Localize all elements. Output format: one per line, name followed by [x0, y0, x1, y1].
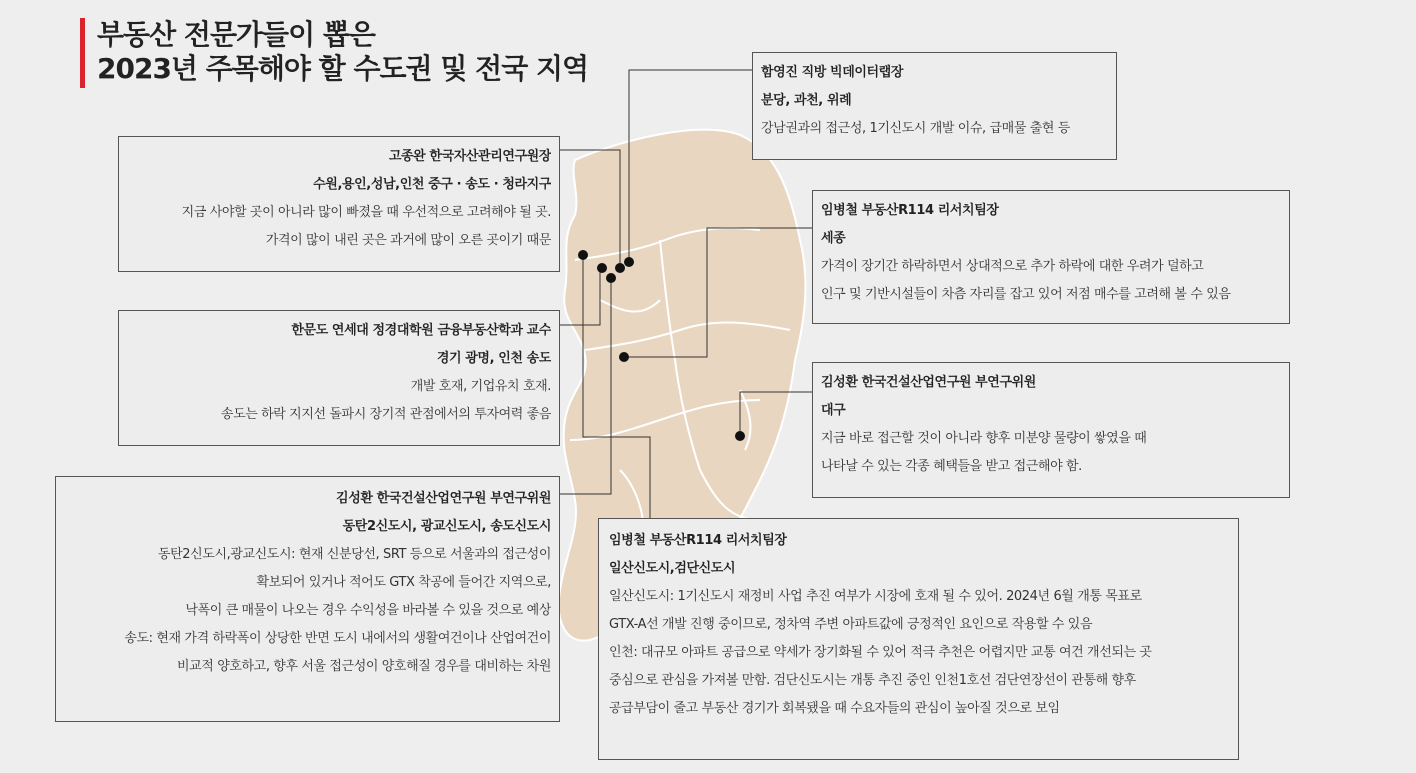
expert-region: 일산신도시,검단신도시	[609, 561, 736, 576]
expert-comment: 일산신도시: 1기신도시 재정비 사업 추진 여부가 시장에 호재 될 수 있어. 2024년 6월 개통 목표로	[609, 589, 1142, 604]
expert-comment: 가격이 장기간 하락하면서 상대적으로 추가 하락에 대한 우려가 덜하고	[821, 259, 1204, 274]
title-line-1: 부동산 전문가들이 뽑은	[97, 18, 375, 51]
map-marker	[578, 250, 588, 260]
expert-name: 임병철 부동산R114 리서치팀장	[821, 203, 999, 218]
map-marker	[615, 263, 625, 273]
expert-region: 경기 광명, 인천 송도	[436, 351, 551, 366]
expert-name: 고종완 한국자산관리연구원장	[388, 149, 551, 164]
expert-card-lim-sejong	[812, 190, 1290, 324]
expert-card-han	[118, 310, 560, 446]
expert-region: 수원,용인,성남,인천 중구 · 송도 · 청라지구	[313, 177, 551, 192]
expert-comment: GTX-A선 개발 진행 중이므로, 정차역 주변 아파트값에 긍정적인 요인으로 작용할 수 있음	[609, 617, 1093, 632]
expert-region: 동탄2신도시, 광교신도시, 송도신도시	[342, 519, 551, 534]
expert-card-ham	[752, 52, 1117, 160]
map-marker	[597, 263, 607, 273]
map-marker	[735, 431, 745, 441]
expert-region: 대구	[821, 403, 846, 418]
title-line-2: 2023년 주목해야 할 수도권 및 전국 지역	[97, 52, 589, 85]
expert-region: 분당, 과천, 위례	[761, 93, 852, 108]
expert-name: 김성환 한국건설산업연구원 부연구위원	[821, 375, 1036, 390]
expert-name: 김성환 한국건설산업연구원 부연구위원	[336, 491, 551, 506]
expert-comment: 낙폭이 큰 매물이 나오는 경우 수익성을 바라볼 수 있을 것으로 예상	[185, 603, 551, 618]
expert-card-go	[118, 136, 560, 272]
expert-comment: 가격이 많이 내린 곳은 과거에 많이 오른 곳이기 때문	[265, 233, 551, 248]
expert-comment: 송도: 현재 가격 하락폭이 상당한 반면 도시 내에서의 생활여건이나 산업여건이	[124, 631, 551, 646]
map-marker	[624, 257, 634, 267]
expert-card-lim-ilsan	[598, 518, 1239, 760]
expert-comment: 인천: 대규모 아파트 공급으로 약세가 장기화될 수 있어 적극 추천은 어렵지만 교통 여건 개선되는 곳	[609, 645, 1152, 660]
expert-comment: 확보되어 있거나 적어도 GTX 착공에 들어간 지역으로,	[256, 575, 551, 590]
map-marker	[606, 273, 616, 283]
expert-comment: 강남권과의 접근성, 1기신도시 개발 이슈, 급매물 출현 등	[761, 121, 1070, 136]
map-marker	[619, 352, 629, 362]
page-title	[80, 18, 588, 88]
expert-comment: 중심으로 관심을 가져볼 만함. 검단신도시는 개통 추진 중인 인천1호선 검단연장선이 관통해 향후	[609, 673, 1136, 688]
expert-card-kim-dongtan	[55, 476, 560, 722]
expert-comment: 동탄2신도시,광교신도시: 현재 신분당선, SRT 등으로 서울과의 접근성이	[157, 547, 551, 562]
expert-comment: 인구 및 기반시설들이 차츰 자리를 잡고 있어 저점 매수를 고려해 볼 수 있음	[821, 287, 1231, 302]
expert-comment: 지금 사야할 곳이 아니라 많이 빠졌을 때 우선적으로 고려해야 될 곳.	[181, 205, 551, 220]
expert-name: 한문도 연세대 정경대학원 금융부동산학과 교수	[291, 323, 551, 338]
expert-name: 임병철 부동산R114 리서치팀장	[609, 533, 787, 548]
expert-card-kim-daegu	[812, 362, 1290, 498]
expert-comment: 송도는 하락 지지선 돌파시 장기적 관점에서의 투자여력 좋음	[220, 407, 551, 422]
expert-region: 세종	[821, 231, 846, 246]
expert-comment: 비교적 양호하고, 향후 서울 접근성이 양호해질 경우를 대비하는 차원	[176, 659, 551, 674]
expert-comment: 지금 바로 접근할 것이 아니라 향후 미분양 물량이 쌓였을 때	[821, 431, 1147, 446]
expert-comment: 나타날 수 있는 각종 혜택들을 받고 접근해야 함.	[821, 459, 1082, 474]
expert-comment: 공급부담이 줄고 부동산 경기가 회복됐을 때 수요자들의 관심이 높아질 것으로 보임	[609, 701, 1060, 716]
expert-comment: 개발 호재, 기업유치 호재.	[410, 379, 551, 394]
expert-name: 함영진 직방 빅데이터랩장	[761, 65, 903, 80]
